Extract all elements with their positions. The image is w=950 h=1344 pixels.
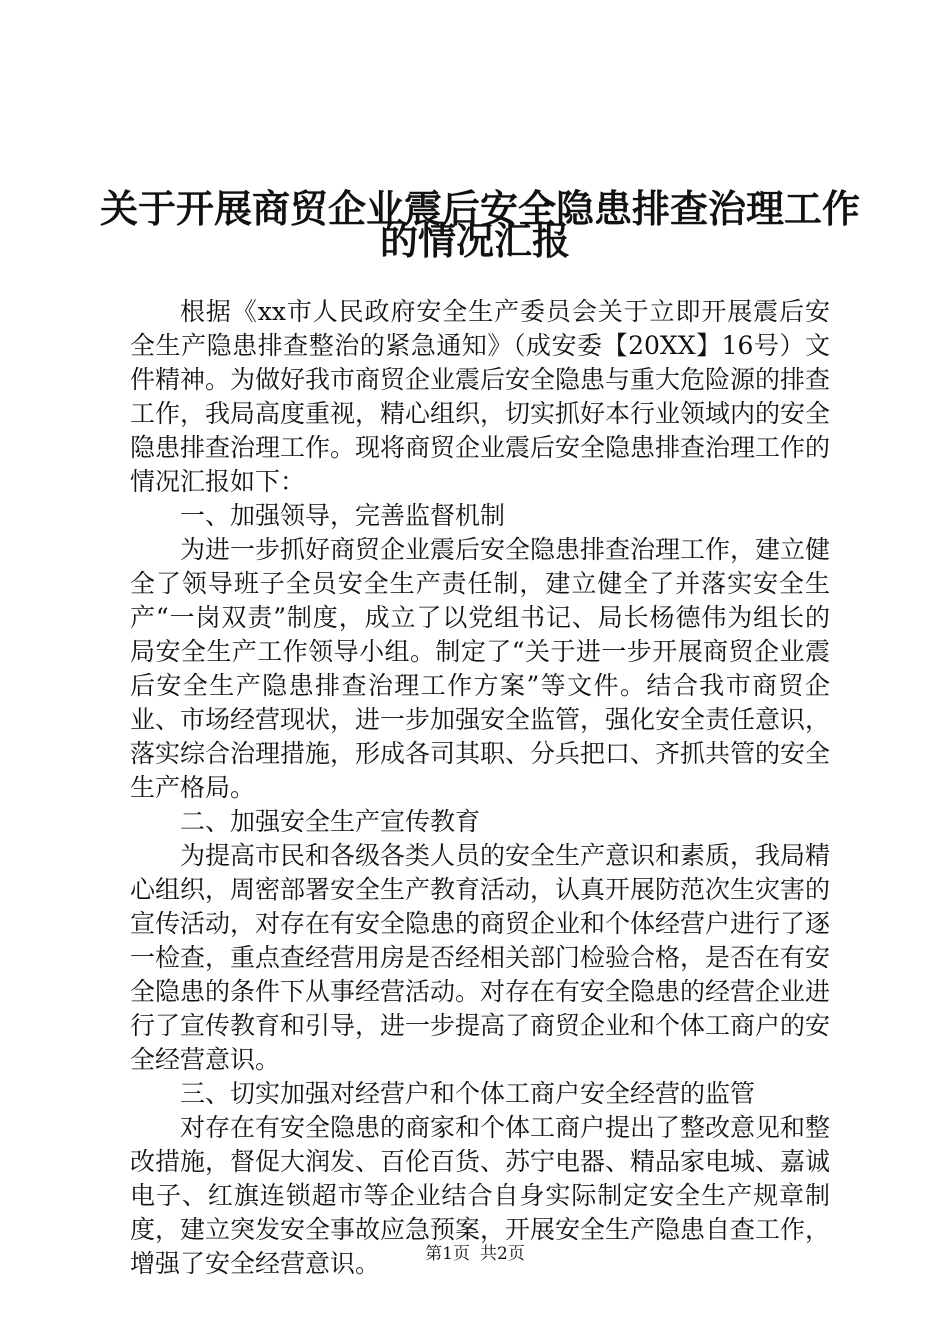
page-number-total: 共2页 xyxy=(480,1244,525,1264)
section-paragraph-2: 为提高市民和各级各类人员的安全生产意识和素质，我局精心组织，周密部署安全生产教育活动，认真开展防范次生灾害的宣传活动，对存在有安全隐患的商贸企业和个体经营户进行了逐一检查，重点查经营用房是否经相关部门检验合格，是否在有安全隐患的条件下从事经营活动。对存在有安全隐患的经营企业进行了宣传教育和引导，进一步提高了商贸企业和个体工商户的安全经营意识。 xyxy=(130,841,831,1074)
section-heading-2: 二、加强安全生产宣传教育 xyxy=(180,807,481,836)
document-body xyxy=(130,295,830,1281)
document-title-line-2: 的情况汇报 xyxy=(379,219,570,263)
document-title-line-1: 关于开展商贸企业震后安全隐患排查治理工作 xyxy=(100,187,861,231)
section-heading-3: 三、切实加强对经营户和个体工商户安全经营的监管 xyxy=(180,1079,756,1108)
page-footer xyxy=(0,1244,950,1264)
section-paragraph-3: 对存在有安全隐患的商家和个体工商户提出了整改意见和整改措施，督促大润发、百伦百货、苏宁电器、精品家电城、嘉诚电子、红旗连锁超市等企业结合自身实际制定安全生产规章制度，建立突发安全事故应急预案，开展安全生产隐患自查工作，增强了安全经营意识。 xyxy=(130,1113,831,1278)
intro-paragraph: 根据《xx市人民政府安全生产委员会关于立即开展震后安全生产隐患排查整治的紧急通知》（成安委【20XX】16号）文件精神。为做好我市商贸企业震后安全隐患与重大危险源的排查工作，我局高度重视，精心组织，切实抓好本行业领域内的安全隐患排查治理工作。现将商贸企业震后安全隐患排查治理工作的情况汇报如下： xyxy=(130,297,831,496)
section-heading-1: 一、加强领导，完善监督机制 xyxy=(180,501,506,530)
page-number-current: 第1页 xyxy=(425,1244,470,1264)
section-paragraph-1: 为进一步抓好商贸企业震后安全隐患排查治理工作，建立健全了领导班子全员安全生产责任制，建立健全了并落实安全生产“一岗双责”制度，成立了以党组书记、局长杨德伟为组长的局安全生产工作领导小组。制定了“关于进一步开展商贸企业震后安全生产隐患排查治理工作方案”等文件。结合我市商贸企业、市场经营现状，进一步加强安全监管，强化安全责任意识，落实综合治理措施，形成各司其职、分兵把口、齐抓共管的安全生产格局。 xyxy=(130,535,831,802)
